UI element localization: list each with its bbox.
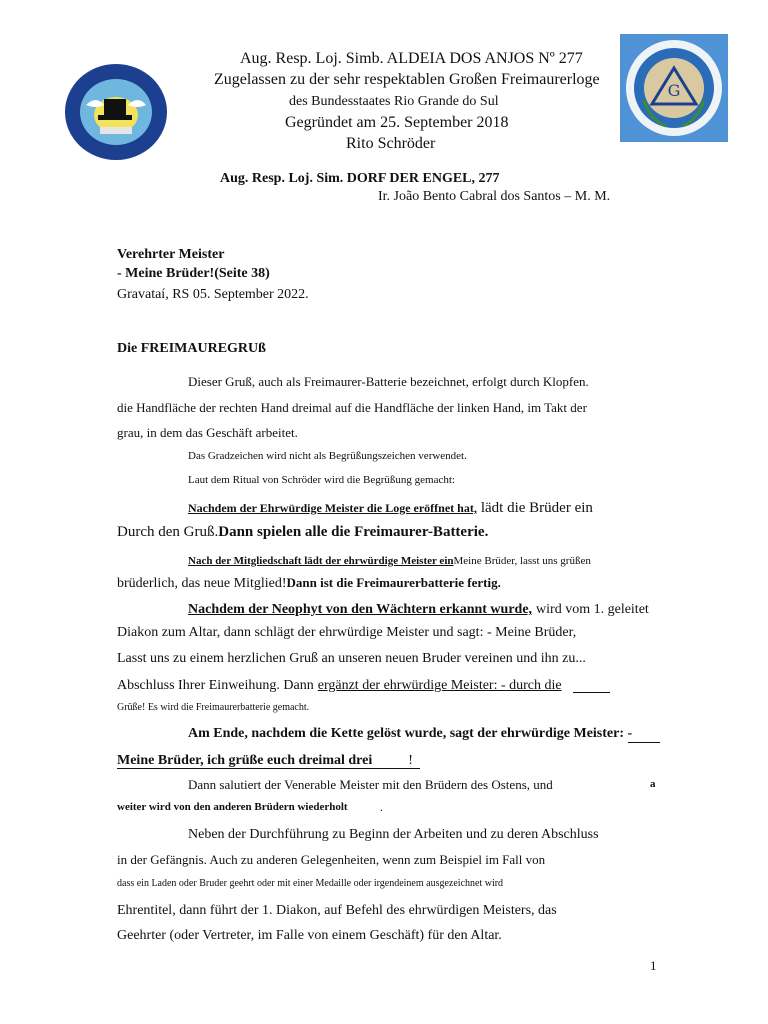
paragraph-6-line-1 <box>188 600 649 618</box>
paragraph-6-bold-text: Nachdem der Neophyt von den Wächtern erkannt wurde, <box>188 602 533 617</box>
paragraph-3: Laut dem Ritual von Schröder wird die Begrüßung gemacht: <box>188 474 455 486</box>
paragraph-8-line-1: Dann salutiert der Venerable Meister mit den Brüdern des Ostens, und <box>188 777 553 792</box>
paragraph-6-text-a: Abschluss Ihrer Einweihung. Dann <box>117 678 314 693</box>
paragraph-4-bold-sentence: Dann spielen alle die Freimaurer-Batterie. <box>218 524 489 540</box>
date-line: Gravataí, RS 05. September 2022. <box>117 287 309 302</box>
paragraph-1-line-3: grau, in dem das Geschäft arbeitet. <box>117 425 298 440</box>
paragraph-4-plain-text: Durch den Gruß. <box>117 524 219 540</box>
author-name: Ir. João Bento Cabral dos Santos – M. M. <box>378 189 611 204</box>
paragraph-8-line-2: weiter wird von den anderen Brüdern wiederholt <box>117 801 348 813</box>
paragraph-6-text: wird vom 1. geleitet <box>536 602 649 617</box>
header-line-3: des Bundesstaates Rio Grande do Sul <box>289 94 499 109</box>
lodge-name: Aug. Resp. Loj. Sim. DORF DER ENGEL, 277 <box>220 171 500 186</box>
salutation-line-1: Verehrter Meister <box>117 247 225 262</box>
paragraph-9-line-2: in der Gefängnis. Auch zu anderen Gelegenheiten, wenn zum Beispiel im Fall von <box>117 852 546 867</box>
paragraph-5-text: Meine Brüder, lasst uns grüßen <box>453 555 591 567</box>
header-line-2: Zugelassen zu der sehr respektablen Großen Freimaurerloge <box>214 71 600 88</box>
paragraph-5-line-1 <box>188 551 591 569</box>
lodge-emblem-icon <box>64 63 168 161</box>
paragraph-7-line-1: Am Ende, nachdem die Kette gelöst wurde, sagt der ehrwürdige Meister: - <box>188 726 633 741</box>
paragraph-1-line-2: die Handfläche der rechten Hand dreimal auf die Handfläche der linken Hand, im Takt der <box>117 400 587 415</box>
header-line-4: Gegründet am 25. September 2018 <box>285 114 509 131</box>
paragraph-8-end-letter: a <box>650 778 656 790</box>
grand-lodge-seal-icon <box>620 34 728 142</box>
paragraph-9-line-1: Neben der Durchführung zu Beginn der Arbeiten und zu deren Abschluss <box>188 827 599 842</box>
paragraph-2: Das Gradzeichen wird nicht als Begrüßungszeichen verwendet. <box>188 450 467 462</box>
header-line-1: Aug. Resp. Loj. Simb. ALDEIA DOS ANJOS Nº 277 <box>240 50 583 67</box>
paragraph-9-line-3: dass ein Laden oder Bruder geehrt oder mit einer Medaille oder irgendeinem ausgezeichnet wird <box>117 878 504 889</box>
paragraph-7-bold-text: Meine Brüder, ich grüße euch dreimal drei <box>117 753 373 768</box>
paragraph-4-text: lädt die Brüder ein <box>480 500 593 516</box>
paragraph-4-line-2 <box>117 523 488 541</box>
paragraph-4-line-1 <box>188 499 593 517</box>
paragraph-1-line-1: Dieser Gruß, auch als Freimaurer-Batterie bezeichnet, erfolgt durch Klopfen. <box>188 374 589 389</box>
svg-text:G: G <box>667 81 681 100</box>
paragraph-9-line-5: Geehrter (oder Vertreter, im Falle von einem Geschäft) für den Altar. <box>117 928 502 943</box>
paragraph-5-bold-text: Nach der Mitgliedschaft lädt der ehrwürdige Meister ein <box>188 555 454 567</box>
paragraph-5-line-2 <box>117 574 501 592</box>
paragraph-6-line-4 <box>117 676 562 694</box>
paragraph-5-bold-sentence: Dann ist die Freimaurerbatterie fertig. <box>286 575 501 590</box>
paragraph-7-line-2 <box>117 751 413 769</box>
paragraph-6-text-b: ergänzt der ehrwürdige Meister: - durch die <box>317 678 562 693</box>
paragraph-6-line-2: Diakon zum Altar, dann schlägt der ehrwürdige Meister und sagt: - Meine Brüder, <box>117 625 577 640</box>
paragraph-5-plain-text: brüderlich, das neue Mitglied! <box>117 576 287 591</box>
paragraph-8-end: . <box>380 802 383 814</box>
header-line-5: Rito Schröder <box>346 135 436 152</box>
paragraph-9-line-4: Ehrentitel, dann führt der 1. Diakon, auf Befehl des ehrwürdigen Meisters, das <box>117 903 557 918</box>
paragraph-4-bold-text: Nachdem der Ehrwürdige Meister die Loge eröffnet hat, <box>188 501 477 515</box>
paragraph-6-line-3: Lasst uns zu einem herzlichen Gruß an unseren neuen Bruder vereinen und ihn zu... <box>117 651 586 666</box>
page-number: 1 <box>650 958 657 973</box>
salutation-line-2: - Meine Brüder!(Seite 38) <box>117 266 270 281</box>
paragraph-6-line-5: Grüße! Es wird die Freimaurerbatterie gemacht. <box>117 702 310 713</box>
paragraph-7-end: ! <box>408 753 413 768</box>
document-title: Die FREIMAUREGRUß <box>117 341 266 356</box>
